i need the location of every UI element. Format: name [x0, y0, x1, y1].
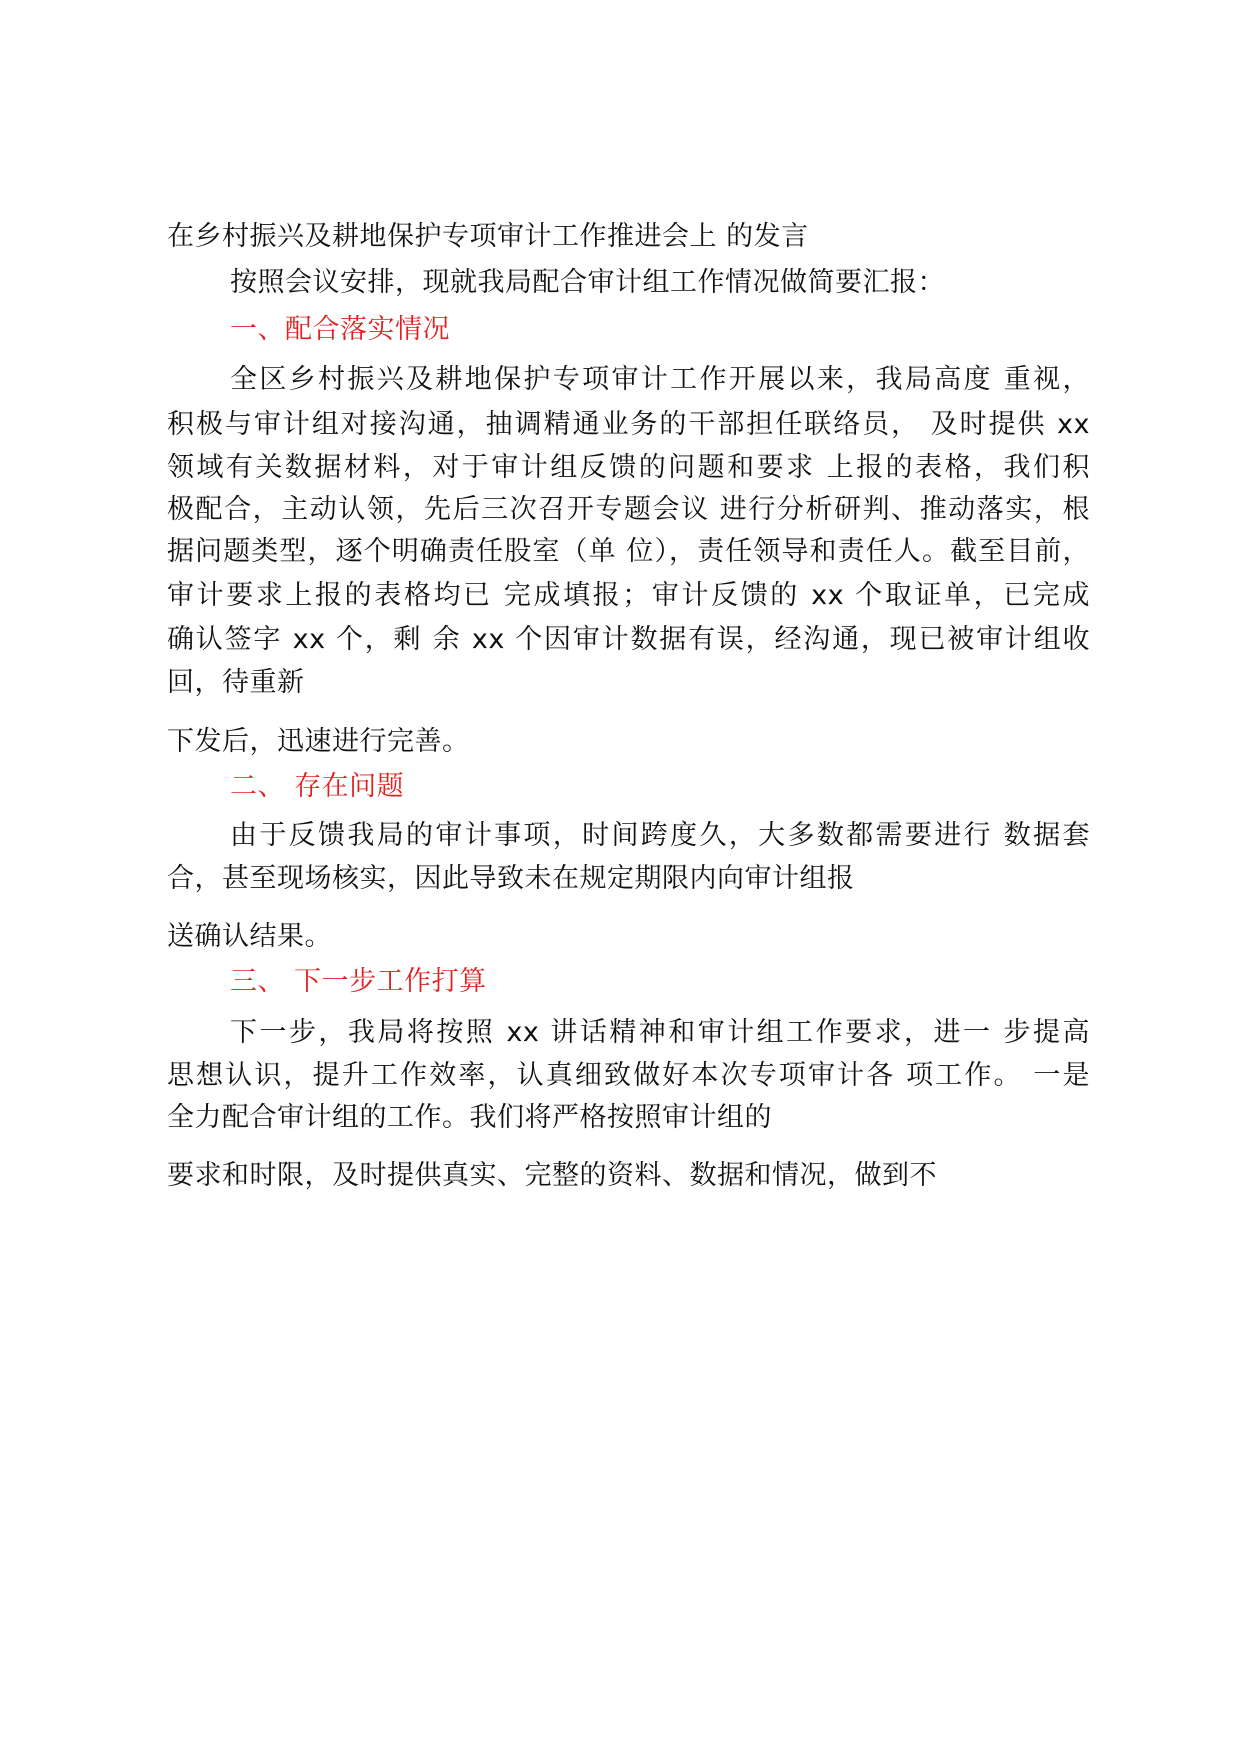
section-1-line: 审计要求上报的表格均已 完成填报；审计反馈的 xx 个取证单，已完成 — [167, 580, 1090, 611]
section-1-line: 确认签字 xx 个，剩 余 xx 个因审计数据有误，经沟通，现已被审计组收 — [167, 624, 1090, 655]
section-1-line: 积极与审计组对接沟通，抽调精通业务的干部担任联络员， 及时提供 xx — [167, 409, 1090, 440]
section-1-line: 下发后，迅速进行完善。 — [167, 726, 470, 757]
section-2-line: 合，甚至现场核实，因此导致未在规定期限内向审计组报 — [167, 863, 855, 894]
section-3-line: 全力配合审计组的工作。我们将严格按照审计组的 — [167, 1102, 772, 1133]
section-1-line: 领域有关数据材料，对于审计组反馈的问题和要求 上报的表格，我们积 — [167, 452, 1090, 483]
section-3-line: 思想认识，提升工作效率，认真细致做好本次专项审计各 项工作。 一是 — [167, 1060, 1090, 1091]
section-2-line: 送确认结果。 — [167, 921, 332, 952]
section-3-line: 下一步，我局将按照 xx 讲话精神和审计组工作要求，进一 步提高 — [230, 1017, 1090, 1048]
intro-paragraph: 按照会议安排，现就我局配合审计组工作情况做简要汇报： — [230, 267, 945, 298]
section-2-heading: 二、 存在问题 — [230, 771, 405, 802]
section-1-line: 据问题类型，逐个明确责任股室（单 位），责任领导和责任人。截至目前， — [167, 536, 1090, 567]
section-3-heading: 三、 下一步工作打算 — [230, 966, 487, 997]
section-1-line: 回，待重新 — [167, 667, 305, 698]
section-1-line: 极配合，主动认领，先后三次召开专题会议 进行分析研判、推动落实，根 — [167, 494, 1090, 525]
section-2-line: 由于反馈我局的审计事项，时间跨度久，大多数都需要进行 数据套 — [230, 820, 1090, 851]
section-3-line: 要求和时限，及时提供真实、完整的资料、数据和情况，做到不 — [167, 1160, 937, 1191]
section-1-line: 全区乡村振兴及耕地保护专项审计工作开展以来，我局高度 重视， — [230, 364, 1090, 395]
section-1-heading: 一、配合落实情况 — [230, 314, 450, 345]
document-title: 在乡村振兴及耕地保护专项审计工作推进会上 的发言 — [167, 221, 809, 252]
